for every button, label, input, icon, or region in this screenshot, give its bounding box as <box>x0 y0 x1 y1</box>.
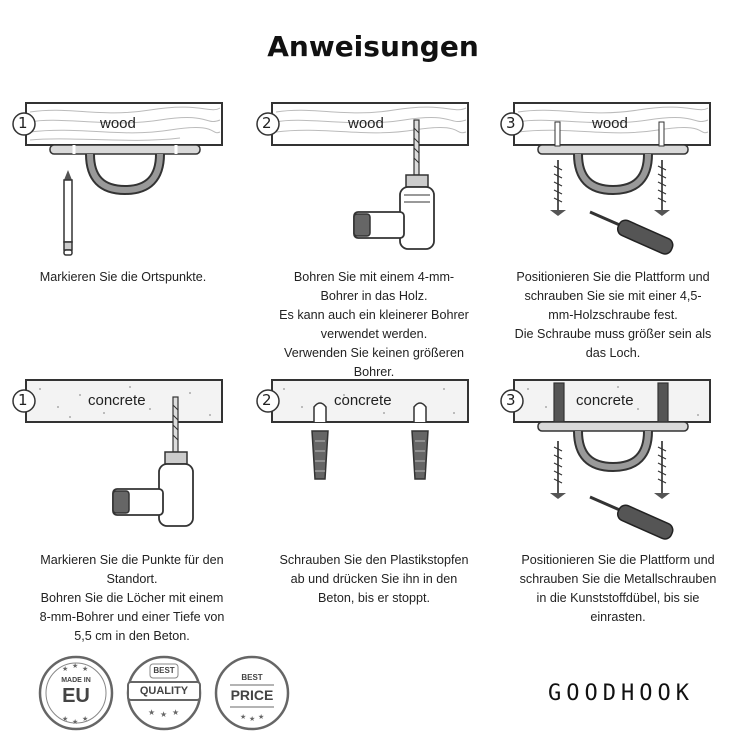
svg-text:★: ★ <box>62 715 69 723</box>
best-quality-badge <box>126 655 202 731</box>
svg-text:★: ★ <box>72 662 79 670</box>
concrete-step-1-number: 1 <box>18 391 28 409</box>
concrete-step-2-material-label: concrete <box>334 392 392 409</box>
concrete-step-2-caption: Schrauben Sie den Plastikstopfen ab und drücken Sie ihn in den Beton, bis er stoppt. <box>279 553 469 605</box>
svg-text:★: ★ <box>82 715 89 723</box>
wood-step-3-illustration <box>498 100 744 275</box>
concrete-step-2-illustration <box>254 377 500 552</box>
wood-step-2-illustration <box>254 100 500 275</box>
svg-text:★: ★ <box>72 718 79 726</box>
svg-text:★: ★ <box>258 713 265 721</box>
best-price-main: PRICE <box>230 687 274 703</box>
wood-step-2-number: 2 <box>262 114 272 132</box>
wood-step-1-number: 1 <box>18 114 28 132</box>
made-in-eu-top: MADE IN <box>61 677 91 684</box>
best-price-top: BEST <box>241 673 263 682</box>
wood-step-2-material-label: wood <box>348 115 384 132</box>
concrete-step-1-caption: Markieren Sie die Punkte für den Standort. Bohren Sie die Löcher mit einem 8-mm-Bohrer und einer Tiefe von 5,5 cm in den Beton. <box>39 553 225 643</box>
concrete-step-3-number: 3 <box>506 391 516 409</box>
concrete-step-3-material-label: concrete <box>576 392 634 409</box>
best-quality-main: QUALITY <box>139 685 189 697</box>
brand-logo: GOODHOOK <box>548 681 694 706</box>
made-in-eu-badge <box>38 655 114 731</box>
wood-step-3-caption: Positionieren Sie die Plattform und schrauben Sie sie mit einer 4,5- mm-Holzschraube fest. Die Schraube muss größer sein als das Loch. <box>514 270 712 360</box>
concrete-step-3-illustration <box>498 377 744 552</box>
wood-step-3-number: 3 <box>506 114 516 132</box>
wood-step-1-caption: Markieren Sie die Ortspunkte. <box>39 270 207 284</box>
concrete-step-1-material-label: concrete <box>88 392 146 409</box>
svg-text:★: ★ <box>82 665 89 673</box>
made-in-eu-main: EU <box>62 685 90 707</box>
best-price-badge <box>214 655 290 731</box>
wood-step-1-material-label: wood <box>100 115 136 132</box>
page-title: Anweisungen <box>267 30 479 63</box>
concrete-step-3-caption: Positionieren Sie die Plattform und schrauben Sie die Metallschrauben in die Kunststoffdübel, bis sie einrasten. <box>519 553 717 624</box>
concrete-step-1-illustration <box>10 377 256 552</box>
best-quality-top: BEST <box>153 666 175 675</box>
svg-text:★: ★ <box>240 713 247 721</box>
wood-step-2-caption: Bohren Sie mit einem 4-mm- Bohrer in das Holz. Es kann auch ein kleinerer Bohrer verwendet werden. Verwenden Sie keinen größeren Bohrer. <box>279 270 469 379</box>
svg-text:★: ★ <box>249 715 256 723</box>
svg-text:★: ★ <box>148 708 156 717</box>
svg-text:★: ★ <box>62 665 69 673</box>
concrete-step-2-number: 2 <box>262 391 272 409</box>
svg-text:★: ★ <box>172 708 180 717</box>
svg-text:★: ★ <box>160 710 168 719</box>
wood-step-3-material-label: wood <box>592 115 628 132</box>
wood-step-1-illustration <box>10 100 256 275</box>
